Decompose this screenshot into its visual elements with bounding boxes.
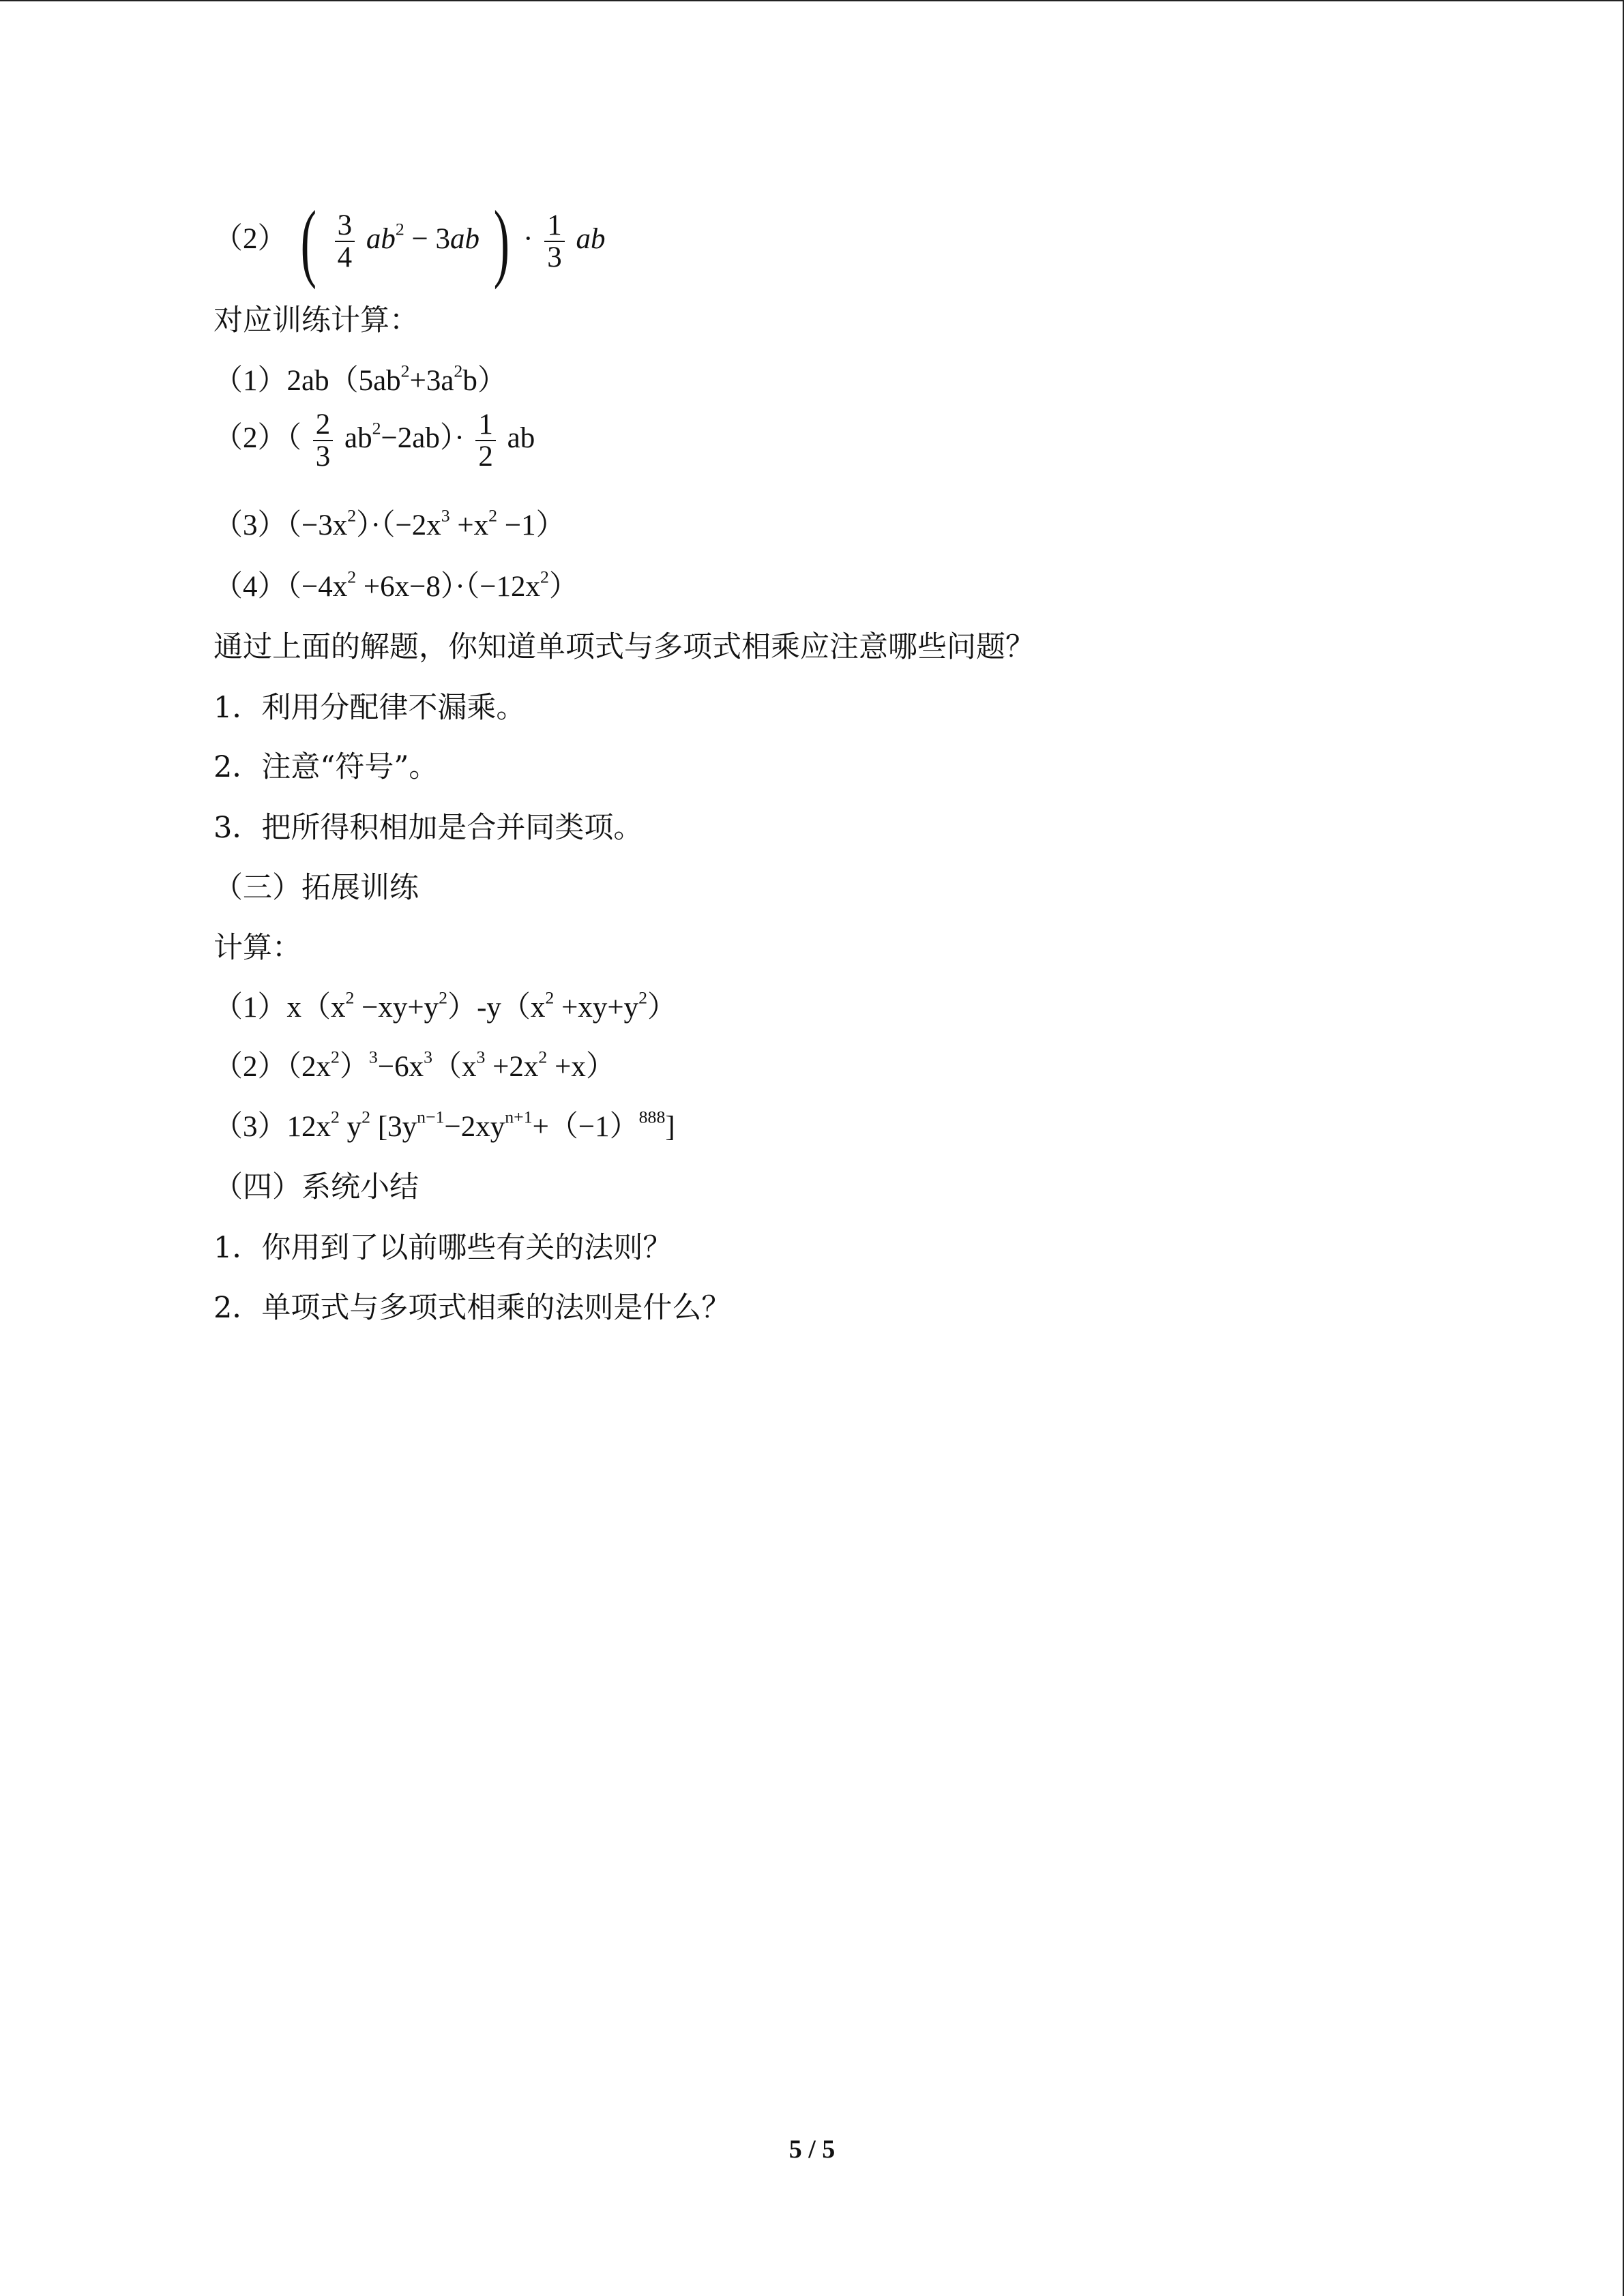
note-3: 3．把所得积相加是合并同类项。 xyxy=(213,811,643,845)
training-heading: 对应训练计算： xyxy=(213,303,419,338)
page-border-top xyxy=(0,0,1624,1)
left-paren: ( xyxy=(300,193,317,290)
section-summary-heading: （四）系统小结 xyxy=(213,1170,419,1204)
exercise-3: $(3)(-3x^2)\cdot(-2x^3 +x^2 -1)$ xyxy=(213,505,565,541)
summary-2: 2．单项式与多项式相乘的法则是什么？ xyxy=(213,1291,731,1325)
right-paren: ) xyxy=(493,193,510,290)
extension-exercise-3: $(3)12x^2$ $y^2$ $[3y^{n-1}-2xy^{n+1}+(-1)^{888}]$ xyxy=(213,1107,675,1143)
extension-exercise-1: $(1)x(x^2 -xy+y^2)-y(x^2 +xy+y^2)$ xyxy=(213,987,677,1024)
calc-heading: 计算： xyxy=(213,931,301,965)
fraction-two-thirds: $\frac{2}{3}$ xyxy=(313,409,334,472)
exercise-2: （2）（ $\frac{2}{3}$ $ab^2-2ab)\cdot$ $\frac{1}{2}$ ab xyxy=(213,408,535,473)
exercise-1: $(1)2ab(5ab^2+3a^2b)$ xyxy=(213,361,507,397)
note-2: 2．注意“符号”。 xyxy=(213,750,439,784)
exercise-4: $(4)(-4x^2 +6x-8)\cdot(-12x^2)$ xyxy=(213,567,578,603)
question-text: 通过上面的解题，你知道单项式与多项式相乘应注意哪些问题？ xyxy=(213,630,1035,664)
note-1: 1．利用分配律不漏乘。 xyxy=(213,691,526,725)
page-number: 5 / 5 xyxy=(788,2135,836,2164)
example-2-expression: （2） ( $\frac{3}{4}$ $ab^2 - 3ab$ ) · $\frac{1}{3}$ ab xyxy=(213,193,606,290)
extension-exercise-2: $(2)(2x^2)^3-6x^3(x^3 +2x^2 +x)$ xyxy=(213,1047,615,1083)
summary-1: 1．你用到了以前哪些有关的法则？ xyxy=(213,1231,673,1265)
fraction-three-quarters: $\frac{3}{4}$ xyxy=(335,210,355,273)
fraction-one-third: $\frac{1}{3}$ xyxy=(544,210,565,273)
fraction-one-half: $\frac{1}{2}$ xyxy=(475,409,496,472)
example-2-label: （2） xyxy=(213,222,287,255)
section-extension-heading: （三）拓展训练 xyxy=(213,871,419,905)
